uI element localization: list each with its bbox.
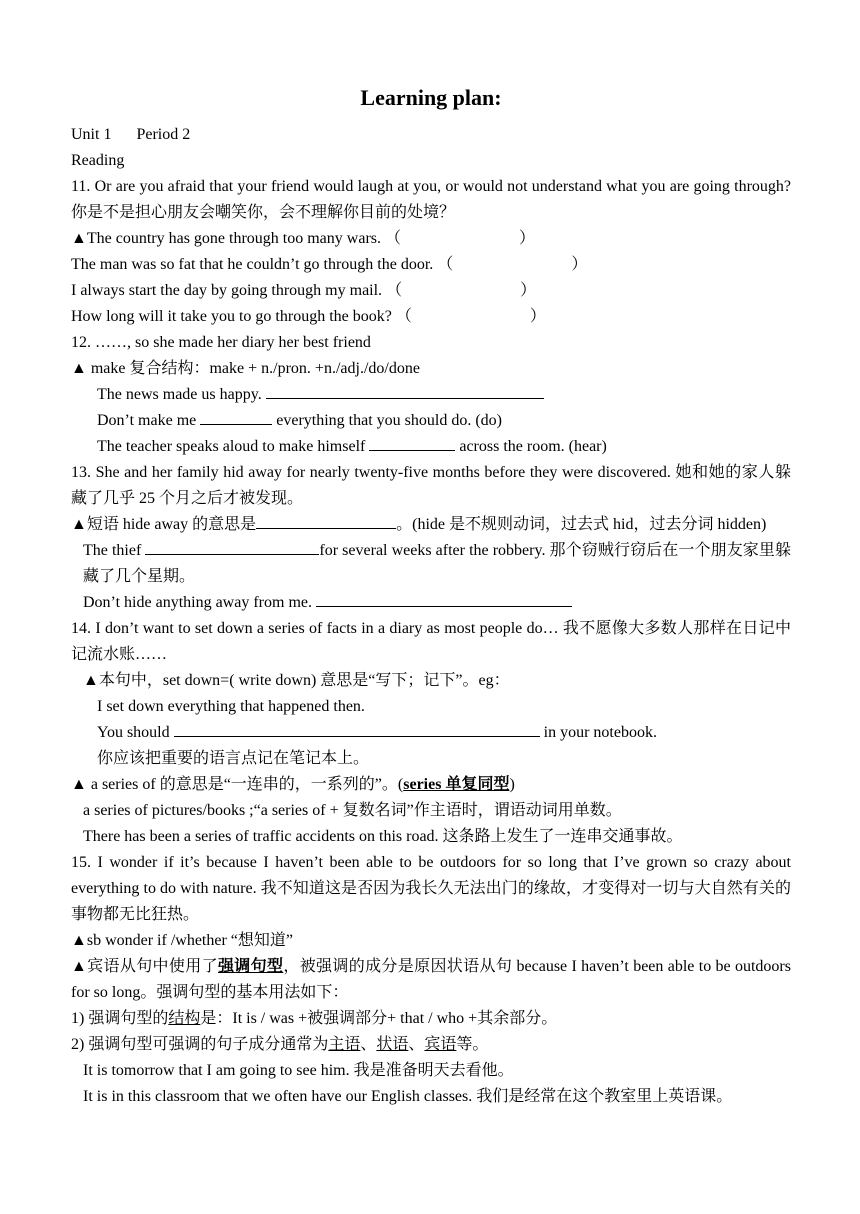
item12-rule: ▲ make 复合结构：make + n./pron. +n./adj./do/done <box>71 360 420 377</box>
item11-example-2: The man was so fat that he couldn’t go through the door. （ ） <box>71 256 588 273</box>
period-label: Period 2 <box>136 126 191 143</box>
item14-sentence: 14. I don’t want to set down a series of facts in a diary as most people do… 我不愿像大多数人那样在日记中记流水账…… <box>71 620 791 663</box>
item14-rule-2: ▲ a series of 的意思是“一连串的，一系列的”。(series 单复同型) <box>71 776 515 793</box>
item15-point-2: 2) 强调句型可强调的句子成分通常为主语、状语、宾语等。 <box>71 1036 489 1053</box>
item14-example-2: You should in your notebook. <box>71 720 791 746</box>
emphasis-term: 强调句型 <box>217 958 284 975</box>
item12-example-1: The news made us happy. <box>71 382 791 408</box>
answer-blank[interactable] <box>369 434 455 451</box>
item13-rule: ▲短语 hide away 的意思是 。(hide 是不规则动词，过去式 hid，过去分词 hidden) <box>71 512 791 538</box>
document-page <box>71 82 791 1110</box>
page-title: Learning plan: <box>360 85 502 110</box>
item14-example-1: I set down everything that happened then. <box>97 698 365 715</box>
item15-rule-2: ▲宾语从句中使用了强调句型，被强调的成分是原因状语从句 because I haven’t been able to be outdoors for so long。强调句型的基本用法如下： <box>71 958 791 1001</box>
answer-blank[interactable] <box>174 720 540 737</box>
item12-example-2: Don’t make me everything that you should do. (do) <box>71 408 791 434</box>
item11-example-1: ▲The country has gone through too many wars. （ ） <box>71 230 536 247</box>
answer-blank[interactable] <box>256 512 396 529</box>
unit-label: Unit 1 <box>71 126 112 143</box>
item15-example-1: It is tomorrow that I am going to see him. 我是准备明天去看他。 <box>83 1062 514 1079</box>
item11-sentence: 11. Or are you afraid that your friend would laugh at you, or would not understand what you are going through? 你是不是担心朋友会嘲笑你，会不理解你目前的处境？ <box>71 178 791 221</box>
item12-sentence: 12. ……, so she made her diary her best friend <box>71 334 371 351</box>
item11-example-4: How long will it take you to go through the book? （ ） <box>71 308 546 325</box>
answer-blank[interactable] <box>200 408 272 425</box>
item14-example-3: a series of pictures/books ;“a series of + 复数名词”作主语时，谓语动词用单数。 <box>83 802 622 819</box>
unit-period-line <box>71 122 791 148</box>
section-label: Reading <box>71 152 125 169</box>
item15-sentence: 15. I wonder if it’s because I haven’t been able to be outdoors for so long that I’ve grown so crazy about everything to do with nature. 我不知道这是否因为我长久无法出门的缘故，才变得对一切与大自然有关的事物都无比狂热。 <box>71 854 791 923</box>
item13-example-2: Don’t hide anything away from me. <box>71 590 791 616</box>
item14-example-4: There has been a series of traffic accidents on this road. 这条路上发生了一连串交通事故。 <box>83 828 683 845</box>
item15-example-2: It is in this classroom that we often have our English classes. 我们是经常在这个教室里上英语课。 <box>83 1088 733 1105</box>
item14-rule-1: ▲本句中，set down=( write down) 意思是“写下；记下”。eg： <box>83 672 510 689</box>
item11-example-3: I always start the day by going through my mail. （ ） <box>71 282 537 299</box>
item14-example-2-cn: 你应该把重要的语言点记在笔记本上。 <box>97 750 370 767</box>
item13-sentence: 13. She and her family hid away for nearly twenty-five months before they were discovered. 她和她的家人躲藏了几乎 25 个月之后才被发现。 <box>71 464 791 507</box>
item15-rule-1: ▲sb wonder if /whether “想知道” <box>71 932 294 949</box>
answer-blank[interactable] <box>266 382 544 399</box>
answer-blank[interactable] <box>145 538 319 555</box>
item15-point-1: 1) 强调句型的结构是：It is / was +被强调部分+ that / who +其余部分。 <box>71 1010 558 1027</box>
series-note: series 单复同型 <box>403 776 510 793</box>
item12-example-3: The teacher speaks aloud to make himself across the room. (hear) <box>71 434 791 460</box>
item13-example-1: The thief for several weeks after the robbery. 那个窃贼行窃后在一个朋友家里躲藏了几个星期。 <box>71 538 791 590</box>
answer-blank[interactable] <box>316 590 572 607</box>
